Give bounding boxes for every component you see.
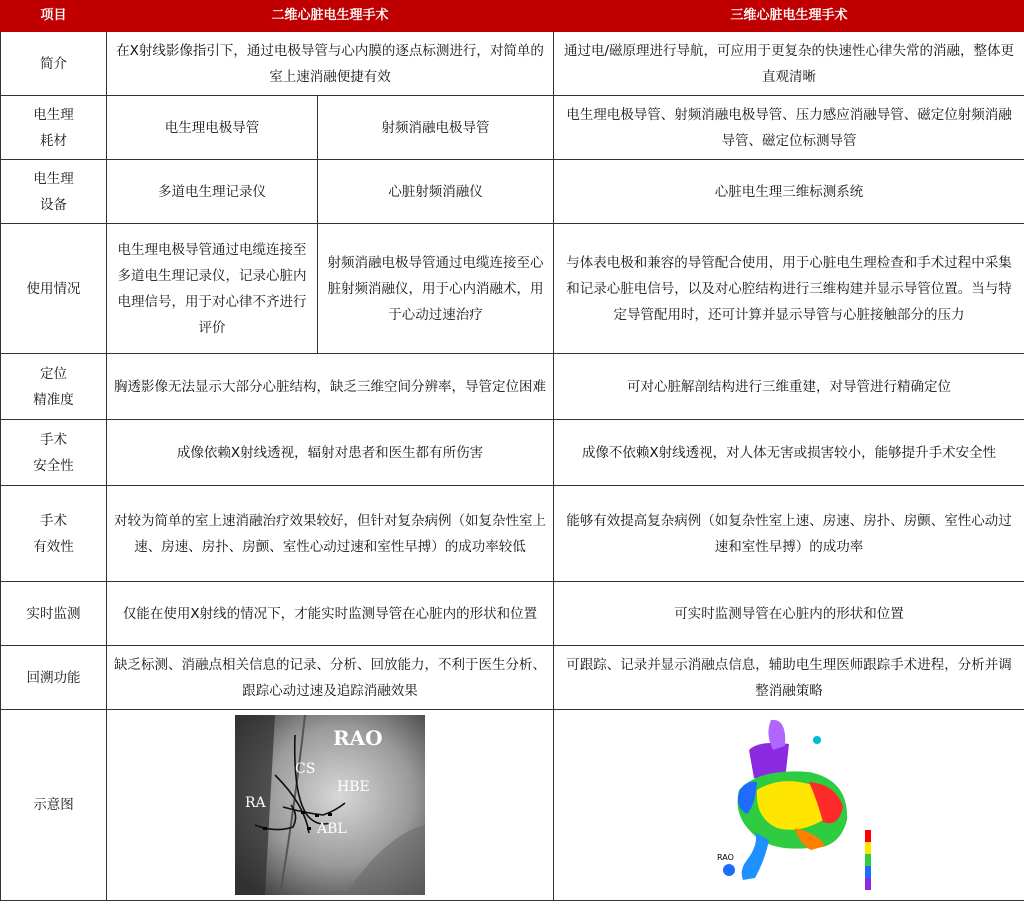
label-line-2: 精准度 [33, 391, 74, 408]
effectiveness-3d: 能够有效提高复杂病例（如复杂性室上速、房速、房扑、房颤、室性心动过速和室性早搏）的成功率 [554, 486, 1024, 582]
label-line-1: 定位 [40, 365, 67, 382]
label-hbe: HBE [337, 779, 370, 795]
row-usage [1, 224, 1024, 354]
row-label-safety [1, 420, 107, 486]
row-label-accuracy [1, 354, 107, 420]
diagram-2d-cell [107, 710, 554, 901]
safety-2d: 成像依赖X射线透视，辐射对患者和医生都有所伤害 [107, 420, 554, 486]
equipment-2d-b: 心脏射频消融仪 [318, 160, 554, 224]
row-label-consumables [1, 96, 107, 160]
label-line-1: 电生理 [33, 106, 74, 123]
label-line-2: 有效性 [33, 538, 74, 555]
label-ra: RA [245, 795, 266, 811]
accuracy-3d: 可对心脏解剖结构进行三维重建，对导管进行精确定位 [554, 354, 1024, 420]
row-label-intro: 简介 [1, 32, 107, 96]
row-review [1, 646, 1024, 710]
row-label-usage: 使用情况 [1, 224, 107, 354]
color-scale-bar [865, 830, 871, 890]
row-label-diagram: 示意图 [1, 710, 107, 901]
label-rao: RAO [333, 726, 383, 750]
consumables-3d: 电生理电极导管、射频消融电极导管、压力感应消融导管、磁定位射频消融导管、磁定位标测导管 [554, 96, 1024, 160]
row-diagram [1, 710, 1024, 901]
monitoring-3d: 可实时监测导管在心脏内的形状和位置 [554, 582, 1024, 646]
row-safety [1, 420, 1024, 486]
diagram-3d-cell [554, 710, 1024, 901]
xray-fluoroscopy-image [235, 715, 425, 895]
row-label-monitoring: 实时监测 [1, 582, 107, 646]
equipment-2d-a: 多道电生理记录仪 [107, 160, 318, 224]
safety-3d: 成像不依赖X射线透视，对人体无害或损害较小，能够提升手术安全性 [554, 420, 1024, 486]
row-effectiveness [1, 486, 1024, 582]
intro-2d: 在X射线影像指引下，通过电极导管与心内膜的逐点标测进行，对简单的室上速消融便捷有效 [107, 32, 554, 96]
consumables-2d-b: 射频消融电极导管 [318, 96, 554, 160]
review-2d: 缺乏标测、消融点相关信息的记录、分析、回放能力，不利于医生分析、跟踪心动过速及追踪消融效果 [107, 646, 554, 710]
label-cs: CS [295, 761, 316, 777]
label-line-2: 安全性 [33, 457, 74, 474]
row-intro [1, 32, 1024, 96]
usage-2d-b: 射频消融电极导管通过电缆连接至心脏射频消融仪，用于心内消融术，用于心动过速治疗 [318, 224, 554, 354]
row-equipment [1, 160, 1024, 224]
usage-2d-a: 电生理电极导管通过电缆连接至多道电生理记录仪，记录心脏内电理信号，用于对心律不齐进行评价 [107, 224, 318, 354]
header-2d-surgery: 二维心脏电生理手术 [107, 1, 554, 32]
usage-3d: 与体表电极和兼容的导管配合使用，用于心脏电生理检查和手术过程中采集和记录心脏电信号，以及对心腔结构进行三维构建并显示导管位置。当与特定导管配用时，还可计算并显示导管与心脏接触部分的压力 [554, 224, 1024, 354]
consumables-2d-a: 电生理电极导管 [107, 96, 318, 160]
label-line-1: 电生理 [33, 170, 74, 187]
row-accuracy [1, 354, 1024, 420]
effectiveness-2d: 对较为简单的室上速消融治疗效果较好，但针对复杂病例（如复杂性室上速、房速、房扑、房颤、室性心动过速和室性早搏）的成功率较低 [107, 486, 554, 582]
label-line-2: 耗材 [40, 132, 67, 149]
row-label-effectiveness [1, 486, 107, 582]
header-row [1, 1, 1024, 32]
review-3d: 可跟踪、记录并显示消融点信息，辅助电生理医师跟踪手术进程，分析并调整消融策略 [554, 646, 1024, 710]
3d-electroanatomic-map-image [699, 710, 879, 900]
row-consumables [1, 96, 1024, 160]
equipment-3d: 心脏电生理三维标测系统 [554, 160, 1024, 224]
row-label-review: 回溯功能 [1, 646, 107, 710]
label-abl: ABL [317, 821, 347, 837]
header-3d-surgery: 三维心脏电生理手术 [554, 1, 1024, 32]
map-label-rao: RAO [717, 853, 734, 862]
label-line-2: 设备 [40, 196, 67, 213]
row-label-equipment [1, 160, 107, 224]
header-item: 项目 [1, 1, 107, 32]
label-line-1: 手术 [40, 431, 67, 448]
accuracy-2d: 胸透影像无法显示大部分心脏结构，缺乏三维空间分辨率，导管定位困难 [107, 354, 554, 420]
intro-3d: 通过电/磁原理进行导航，可应用于更复杂的快速性心律失常的消融，整体更直观清晰 [554, 32, 1024, 96]
label-line-1: 手术 [40, 512, 67, 529]
row-monitoring [1, 582, 1024, 646]
monitoring-2d: 仅能在使用X射线的情况下，才能实时监测导管在心脏内的形状和位置 [107, 582, 554, 646]
